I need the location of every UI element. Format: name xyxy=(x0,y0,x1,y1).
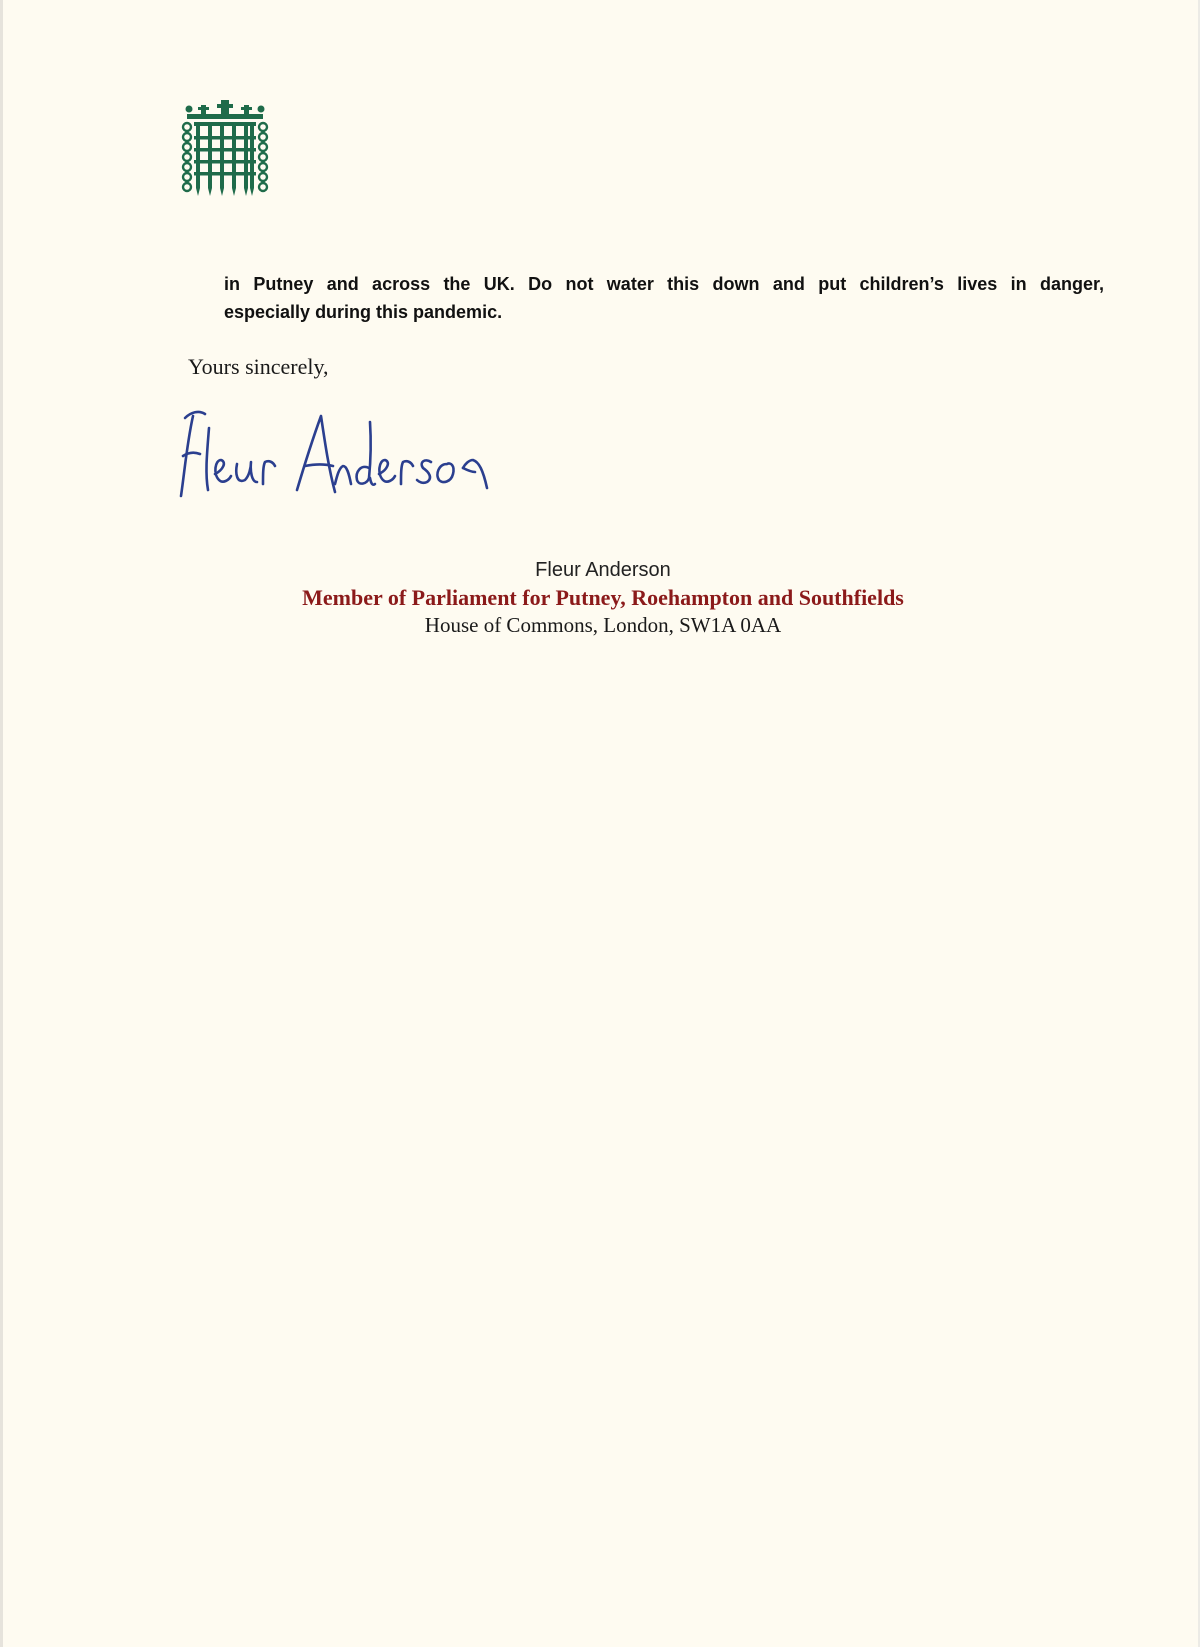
body-line-2: especially during this pandemic. xyxy=(224,302,503,322)
portcullis-icon xyxy=(181,100,269,200)
letter-body-paragraph xyxy=(224,270,1104,326)
closing-salutation: Yours sincerely, xyxy=(188,354,329,379)
signatory-role: Member of Parliament for Putney, Roehampton and Southfields xyxy=(302,585,904,610)
signatory-block xyxy=(3,557,1200,639)
signatory-name: Fleur Anderson xyxy=(535,559,671,581)
signatory-address: House of Commons, London, SW1A 0AA xyxy=(424,613,782,637)
body-line-1: in Putney and across the UK. Do not water this down and put children’s lives in danger, xyxy=(224,274,1104,294)
handwritten-signature xyxy=(175,408,505,500)
